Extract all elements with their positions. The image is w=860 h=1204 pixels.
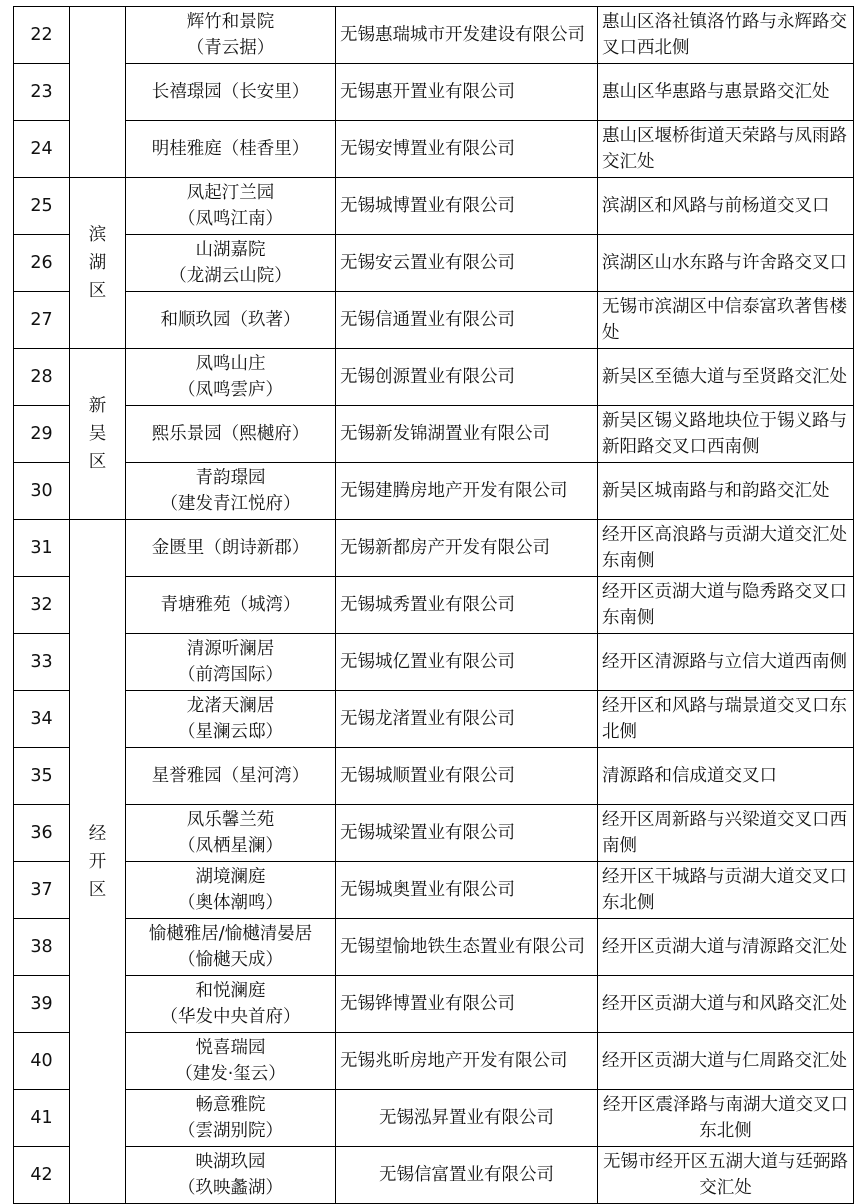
developer-cell: 无锡城奥置业有限公司	[336, 862, 598, 919]
district-cell	[70, 178, 126, 349]
location-cell: 清源路和信成道交叉口	[598, 748, 854, 805]
table-row	[14, 1033, 854, 1090]
project-name-line: （华发中央首府）	[160, 1007, 301, 1027]
table-row	[14, 862, 854, 919]
project-name-line: 凤起汀兰园	[186, 183, 275, 203]
table-body	[14, 7, 854, 1204]
project-name-line: 长禧璟园（长安里）	[151, 82, 310, 102]
project-name-cell	[126, 349, 336, 406]
project-name-cell	[126, 577, 336, 634]
project-name-line: 和顺玖园（玖著）	[160, 310, 301, 330]
location-cell: 惠山区华惠路与惠景路交汇处	[598, 64, 854, 121]
table-row	[14, 748, 854, 805]
district-cell	[70, 7, 126, 178]
district-label: 滨湖区	[88, 225, 107, 301]
project-name-cell	[126, 1033, 336, 1090]
row-number: 25	[14, 178, 70, 235]
project-name-line: （星澜云邸）	[178, 722, 283, 742]
project-name-line: （玖映蠡湖）	[178, 1178, 283, 1198]
district-label: 新吴区	[88, 396, 107, 472]
row-number: 34	[14, 691, 70, 748]
developer-cell: 无锡惠开置业有限公司	[336, 64, 598, 121]
location-cell: 经开区高浪路与贡湖大道交汇处东南侧	[598, 520, 854, 577]
row-number: 27	[14, 292, 70, 349]
developer-cell: 无锡兆昕房地产开发有限公司	[336, 1033, 598, 1090]
developer-cell: 无锡城博置业有限公司	[336, 178, 598, 235]
project-name-line: 青韵璟园	[195, 468, 266, 488]
row-number: 42	[14, 1147, 70, 1204]
project-name-line: （龙湖云山院）	[169, 266, 292, 286]
location-cell: 经开区和风路与瑞景道交叉口东北侧	[598, 691, 854, 748]
table-row	[14, 7, 854, 64]
developer-cell: 无锡信通置业有限公司	[336, 292, 598, 349]
project-name-line: 清源听澜居	[186, 639, 275, 659]
project-name-cell	[126, 121, 336, 178]
location-cell: 经开区贡湖大道与和风路交汇处	[598, 976, 854, 1033]
table-row	[14, 919, 854, 976]
project-name-cell	[126, 7, 336, 64]
project-name-cell	[126, 235, 336, 292]
row-number: 33	[14, 634, 70, 691]
project-name-line: 山湖嘉院	[195, 240, 266, 260]
project-name-cell	[126, 634, 336, 691]
project-name-line: 明桂雅庭（桂香里）	[151, 139, 310, 159]
table-row	[14, 976, 854, 1033]
developer-cell: 无锡泓昇置业有限公司	[336, 1090, 598, 1147]
project-name-line: （建发青江悦府）	[160, 494, 301, 514]
location-cell: 新吴区锡义路地块位于锡义路与新阳路交叉口西南侧	[598, 406, 854, 463]
table-row	[14, 805, 854, 862]
project-name-cell	[126, 805, 336, 862]
row-number: 35	[14, 748, 70, 805]
project-name-cell	[126, 406, 336, 463]
table-row	[14, 1147, 854, 1204]
row-number: 41	[14, 1090, 70, 1147]
developer-cell: 无锡城亿置业有限公司	[336, 634, 598, 691]
developer-cell: 无锡望愉地铁生态置业有限公司	[336, 919, 598, 976]
row-number: 39	[14, 976, 70, 1033]
project-name-line: （前湾国际）	[178, 665, 283, 685]
project-name-line: （凤栖星澜）	[178, 836, 283, 856]
location-cell: 滨湖区和风路与前杨道交叉口	[598, 178, 854, 235]
developer-cell: 无锡惠瑞城市开发建设有限公司	[336, 7, 598, 64]
project-name-line: 愉樾雅居/愉樾清晏居	[148, 924, 313, 944]
table-row	[14, 178, 854, 235]
location-cell: 无锡市经开区五湖大道与廷弼路交汇处	[598, 1147, 854, 1204]
project-name-line: 和悦澜庭	[195, 981, 266, 1001]
project-name-line: （奥体潮鸣）	[178, 893, 283, 913]
row-number: 38	[14, 919, 70, 976]
developer-cell: 无锡城顺置业有限公司	[336, 748, 598, 805]
row-number: 30	[14, 463, 70, 520]
housing-project-table	[13, 6, 854, 1204]
project-name-line: 金匮里（朗诗新郡）	[151, 538, 310, 558]
table-row	[14, 235, 854, 292]
project-name-cell	[126, 691, 336, 748]
row-number: 26	[14, 235, 70, 292]
table-row	[14, 406, 854, 463]
project-name-cell	[126, 862, 336, 919]
project-name-cell	[126, 520, 336, 577]
project-name-line: 星誉雅园（星河湾）	[151, 766, 310, 786]
project-name-line: （青云据）	[186, 38, 275, 58]
project-name-cell	[126, 64, 336, 121]
developer-cell: 无锡龙渚置业有限公司	[336, 691, 598, 748]
developer-cell: 无锡城秀置业有限公司	[336, 577, 598, 634]
location-cell: 惠山区堰桥街道天荣路与凤雨路交汇处	[598, 121, 854, 178]
project-name-cell	[126, 292, 336, 349]
project-name-line: 映湖玖园	[195, 1152, 266, 1172]
table-row	[14, 634, 854, 691]
project-name-line: 湖境澜庭	[195, 867, 266, 887]
project-name-cell	[126, 976, 336, 1033]
row-number: 23	[14, 64, 70, 121]
project-name-line: 畅意雅院	[195, 1095, 266, 1115]
table-row	[14, 691, 854, 748]
table-row	[14, 463, 854, 520]
project-name-line: 凤乐馨兰苑	[186, 810, 275, 830]
district-cell	[70, 520, 126, 1204]
row-number: 28	[14, 349, 70, 406]
project-name-cell	[126, 748, 336, 805]
table-row	[14, 577, 854, 634]
project-name-cell	[126, 919, 336, 976]
project-name-line: 凤鸣山庄	[195, 354, 266, 374]
table-row	[14, 64, 854, 121]
location-cell: 滨湖区山水东路与许舍路交叉口	[598, 235, 854, 292]
district-label: 经开区	[88, 823, 107, 900]
developer-cell: 无锡安博置业有限公司	[336, 121, 598, 178]
developer-cell: 无锡建腾房地产开发有限公司	[336, 463, 598, 520]
location-cell: 经开区贡湖大道与隐秀路交叉口东南侧	[598, 577, 854, 634]
developer-cell: 无锡铧博置业有限公司	[336, 976, 598, 1033]
project-name-line: 熙乐景园（熙樾府）	[151, 424, 310, 444]
row-number: 22	[14, 7, 70, 64]
project-name-cell	[126, 1147, 336, 1204]
location-cell: 经开区贡湖大道与仁周路交汇处	[598, 1033, 854, 1090]
table-row	[14, 520, 854, 577]
project-name-line: （雲湖别院）	[178, 1121, 283, 1141]
location-cell: 新吴区城南路与和韵路交汇处	[598, 463, 854, 520]
location-cell: 经开区震泽路与南湖大道交叉口东北侧	[598, 1090, 854, 1147]
table-row	[14, 292, 854, 349]
project-name-line: （愉樾天成）	[178, 950, 283, 970]
row-number: 40	[14, 1033, 70, 1090]
row-number: 37	[14, 862, 70, 919]
location-cell: 无锡市滨湖区中信泰富玖著售楼处	[598, 292, 854, 349]
location-cell: 经开区周新路与兴梁道交叉口西南侧	[598, 805, 854, 862]
developer-cell: 无锡信富置业有限公司	[336, 1147, 598, 1204]
developer-cell: 无锡安云置业有限公司	[336, 235, 598, 292]
row-number: 36	[14, 805, 70, 862]
location-cell: 惠山区洛社镇洛竹路与永辉路交叉口西北侧	[598, 7, 854, 64]
developer-cell: 无锡创源置业有限公司	[336, 349, 598, 406]
project-name-line: 青塘雅苑（城湾）	[160, 595, 301, 615]
developer-cell: 无锡新发锦湖置业有限公司	[336, 406, 598, 463]
developer-cell: 无锡新都房产开发有限公司	[336, 520, 598, 577]
developer-cell: 无锡城梁置业有限公司	[336, 805, 598, 862]
location-cell: 经开区干城路与贡湖大道交叉口东北侧	[598, 862, 854, 919]
row-number: 24	[14, 121, 70, 178]
project-name-line: （建发·玺云）	[175, 1064, 286, 1084]
project-name-cell	[126, 463, 336, 520]
location-cell: 新吴区至德大道与至贤路交汇处	[598, 349, 854, 406]
location-cell: 经开区清源路与立信大道西南侧	[598, 634, 854, 691]
project-name-line: 悦喜瑞园	[195, 1038, 266, 1058]
table-row	[14, 349, 854, 406]
district-cell	[70, 349, 126, 520]
table-row	[14, 1090, 854, 1147]
project-name-line: 辉竹和景院	[186, 12, 275, 32]
project-name-line: （凤鸣江南）	[178, 209, 283, 229]
project-name-line: 龙渚天澜居	[186, 696, 275, 716]
row-number: 31	[14, 520, 70, 577]
table-row	[14, 121, 854, 178]
project-name-line: （凤鸣雲庐）	[178, 380, 283, 400]
row-number: 29	[14, 406, 70, 463]
location-cell: 经开区贡湖大道与清源路交汇处	[598, 919, 854, 976]
project-name-cell	[126, 1090, 336, 1147]
row-number: 32	[14, 577, 70, 634]
project-name-cell	[126, 178, 336, 235]
